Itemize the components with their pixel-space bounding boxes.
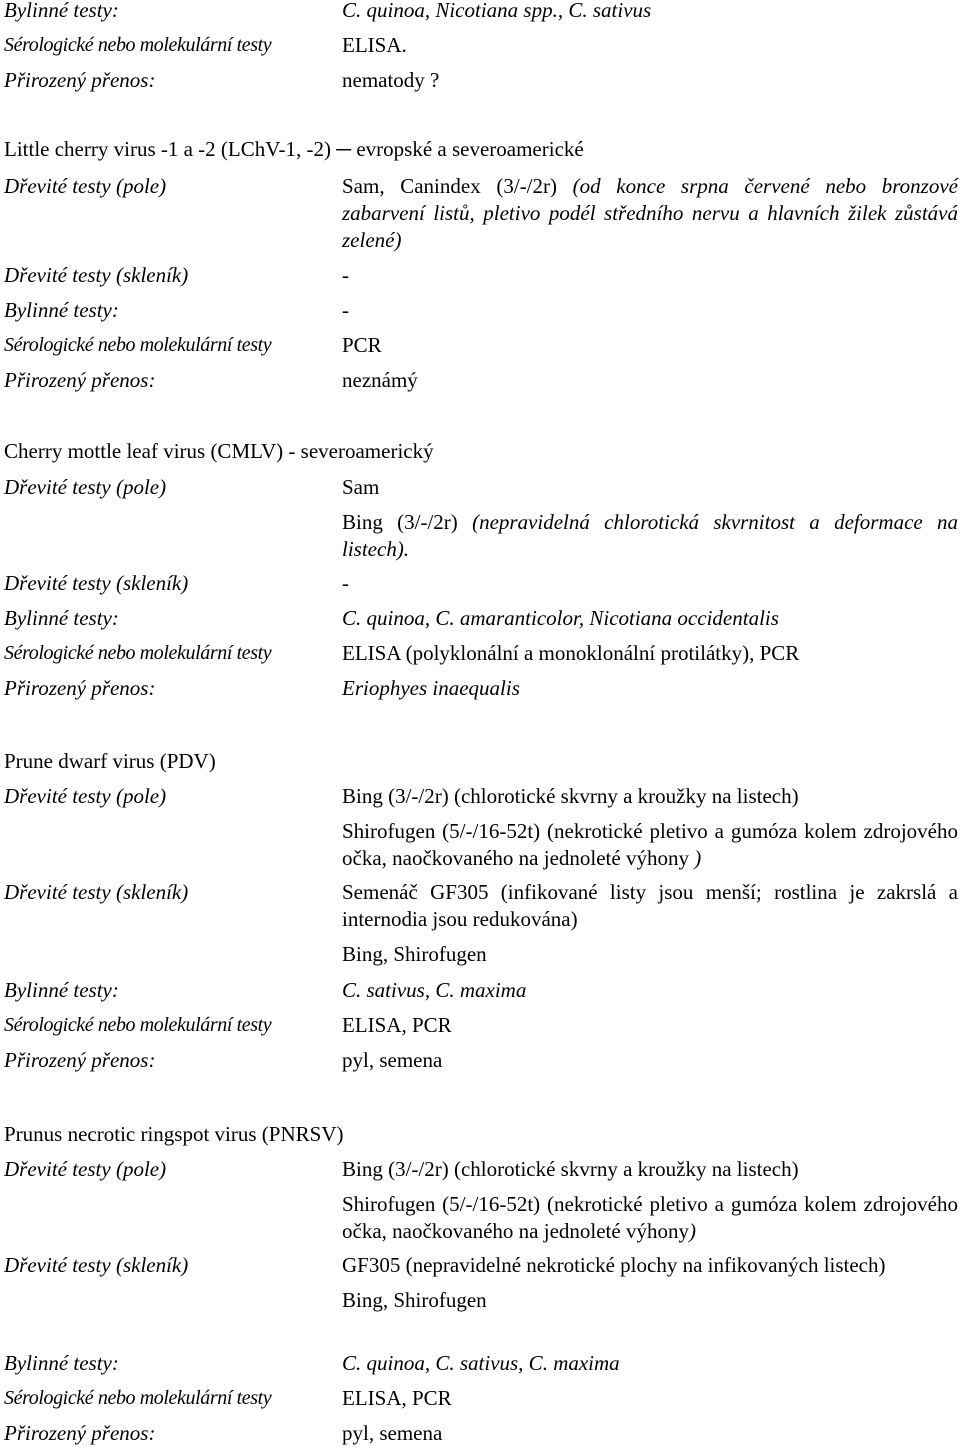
value-pole [342,173,958,254]
label-pole: Dřevité testy (pole) [4,475,167,499]
section-title: Prunus necrotic ringspot virus (PNRSV) [4,1122,344,1146]
section-title: Cherry mottle leaf virus (CMLV) - severoamerický [4,439,434,463]
value-pole-bing [342,509,958,563]
value-pole-shirofugen [342,1191,958,1245]
value-pole-shirofugen-end: ) [694,846,702,870]
row-sklenik [4,1252,958,1350]
label-prenos: Přirozený přenos: [4,1421,156,1445]
value-pole-hosts: Sam, Canindex (3/-/2r) [342,174,573,198]
label-sklenik: Dřevité testy (skleník) [4,880,189,904]
value-bylinne: C. quinoa, C. amaranticolor, Nicotiana occidentalis [342,606,779,630]
row-prenos [4,1047,958,1082]
label-pole: Dřevité testy (pole) [4,174,167,198]
value-bylinne: - [342,298,349,322]
value-pole-shirofugen-text: Shirofugen (5/-/16-52t) (nekrotické pletivo a gumóza kolem zdrojového očka, naočkovaného na jednoleté výhony [342,819,958,870]
label-bylinne: Bylinné testy: [4,1351,119,1375]
label-prenos: Přirozený přenos: [4,1048,156,1072]
value-prenos: nematody ? [342,68,440,92]
row-pole [4,783,958,879]
row-sklenik [4,262,958,297]
row-pole [4,173,958,262]
value-pole [342,783,958,872]
section-title: Little cherry virus -1 a -2 (LChV-1, -2) ─ evropské a severoamerické [4,137,584,161]
label-prenos: Přirozený přenos: [4,68,156,92]
label-sklenik: Dřevité testy (skleník) [4,263,189,287]
row-sero [4,640,958,675]
row-sklenik [4,879,958,977]
label-sero: Sérologické nebo molekulární testy [4,1387,272,1409]
label-sero: Sérologické nebo molekulární testy [4,34,272,56]
label-prenos: Přirozený přenos: [4,676,156,700]
value-prenos: Eriophyes inaequalis [342,676,520,700]
value-prenos: neznámý [342,368,418,392]
section-cmlv [4,438,958,710]
label-bylinne: Bylinné testy: [4,978,119,1002]
value-sero: ELISA, PCR [342,1013,452,1037]
value-sero: ELISA, PCR [342,1386,452,1410]
row-bylinne [4,605,958,640]
section-top [4,0,958,102]
value-pole-shirofugen [342,818,958,872]
value-bylinne: C. quinoa, C. sativus, C. maxima [342,1351,620,1375]
value-sklenik [342,879,958,968]
row-bylinne [4,977,958,1012]
value-sklenik-gf305: Semenáč GF305 (infikované listy jsou menší; rostlina je zakrslá a internodia jsou redukována) [342,880,958,931]
value-pole-host: Sam [342,475,380,499]
label-pole: Dřevité testy (pole) [4,784,167,808]
row-bylinne [4,1350,958,1385]
row-sero [4,32,958,67]
value-sklenik-hosts: Bing, Shirofugen [342,942,487,966]
row-sero [4,1012,958,1047]
row-bylinne [4,0,958,32]
value-pole-shirofugen-text: Shirofugen (5/-/16-52t) (nekrotické pletivo a gumóza kolem zdrojového očka, naočkovaného na jednoleté výhony [342,1192,958,1243]
label-sero: Sérologické nebo molekulární testy [4,642,272,664]
label-bylinne: Bylinné testy: [4,298,119,322]
row-prenos [4,367,958,402]
value-sero: ELISA. [342,33,407,57]
value-sklenik: - [342,571,349,595]
value-sklenik: - [342,263,349,287]
value-bylinne: C. sativus, C. maxima [342,978,527,1002]
row-prenos [4,1420,958,1455]
value-sero: ELISA (polyklonální a monoklonální protilátky), PCR [342,641,800,665]
value-sero: PCR [342,333,382,357]
row-sero [4,1385,958,1420]
value-pole [342,474,958,563]
label-bylinne: Bylinné testy: [4,0,119,22]
label-sklenik: Dřevité testy (skleník) [4,1253,189,1277]
section-title: Prune dwarf virus (PDV) [4,749,216,773]
value-pole-bing-host: Bing (3/-/2r) [342,510,473,534]
value-sklenik-gf305: GF305 (nepravidelné nekrotické plochy na infikovaných listech) [342,1253,886,1277]
value-prenos: pyl, semena [342,1048,443,1072]
section-pnrsv [4,1121,958,1455]
row-bylinne [4,297,958,332]
value-pole-shirofugen-end: ) [688,1219,696,1243]
value-sklenik-hosts: Bing, Shirofugen [342,1288,487,1312]
row-sero [4,332,958,367]
value-pole-bing-symptoms: (nepravidelná chlorotická skvrnitost a deformace na listech). [342,510,959,561]
value-pole-symptoms: (od konce srpna červené nebo bronzové zabarvení listů, pletivo podél středního nervu a hlavních žilek zůstává zelené) [342,174,958,252]
value-bylinne: C. quinoa, Nicotiana spp., C. sativus [342,0,652,22]
label-pole: Dřevité testy (pole) [4,1157,167,1181]
label-sero: Sérologické nebo molekulární testy [4,1014,272,1036]
row-pole [4,474,958,570]
label-bylinne: Bylinné testy: [4,606,119,630]
value-pole [342,1156,958,1245]
value-prenos: pyl, semena [342,1421,443,1445]
row-prenos [4,675,958,710]
row-prenos [4,67,958,102]
value-sklenik [342,1252,958,1314]
value-pole-bing: Bing (3/-/2r) (chlorotické skvrny a kroužky na listech) [342,784,799,808]
value-pole-bing: Bing (3/-/2r) (chlorotické skvrny a kroužky na listech) [342,1157,799,1181]
label-sero: Sérologické nebo molekulární testy [4,334,272,356]
row-sklenik [4,570,958,605]
label-sklenik: Dřevité testy (skleník) [4,571,189,595]
section-pdv [4,748,958,1082]
row-pole [4,1156,958,1252]
label-prenos: Přirozený přenos: [4,368,156,392]
section-lchv [4,136,958,402]
